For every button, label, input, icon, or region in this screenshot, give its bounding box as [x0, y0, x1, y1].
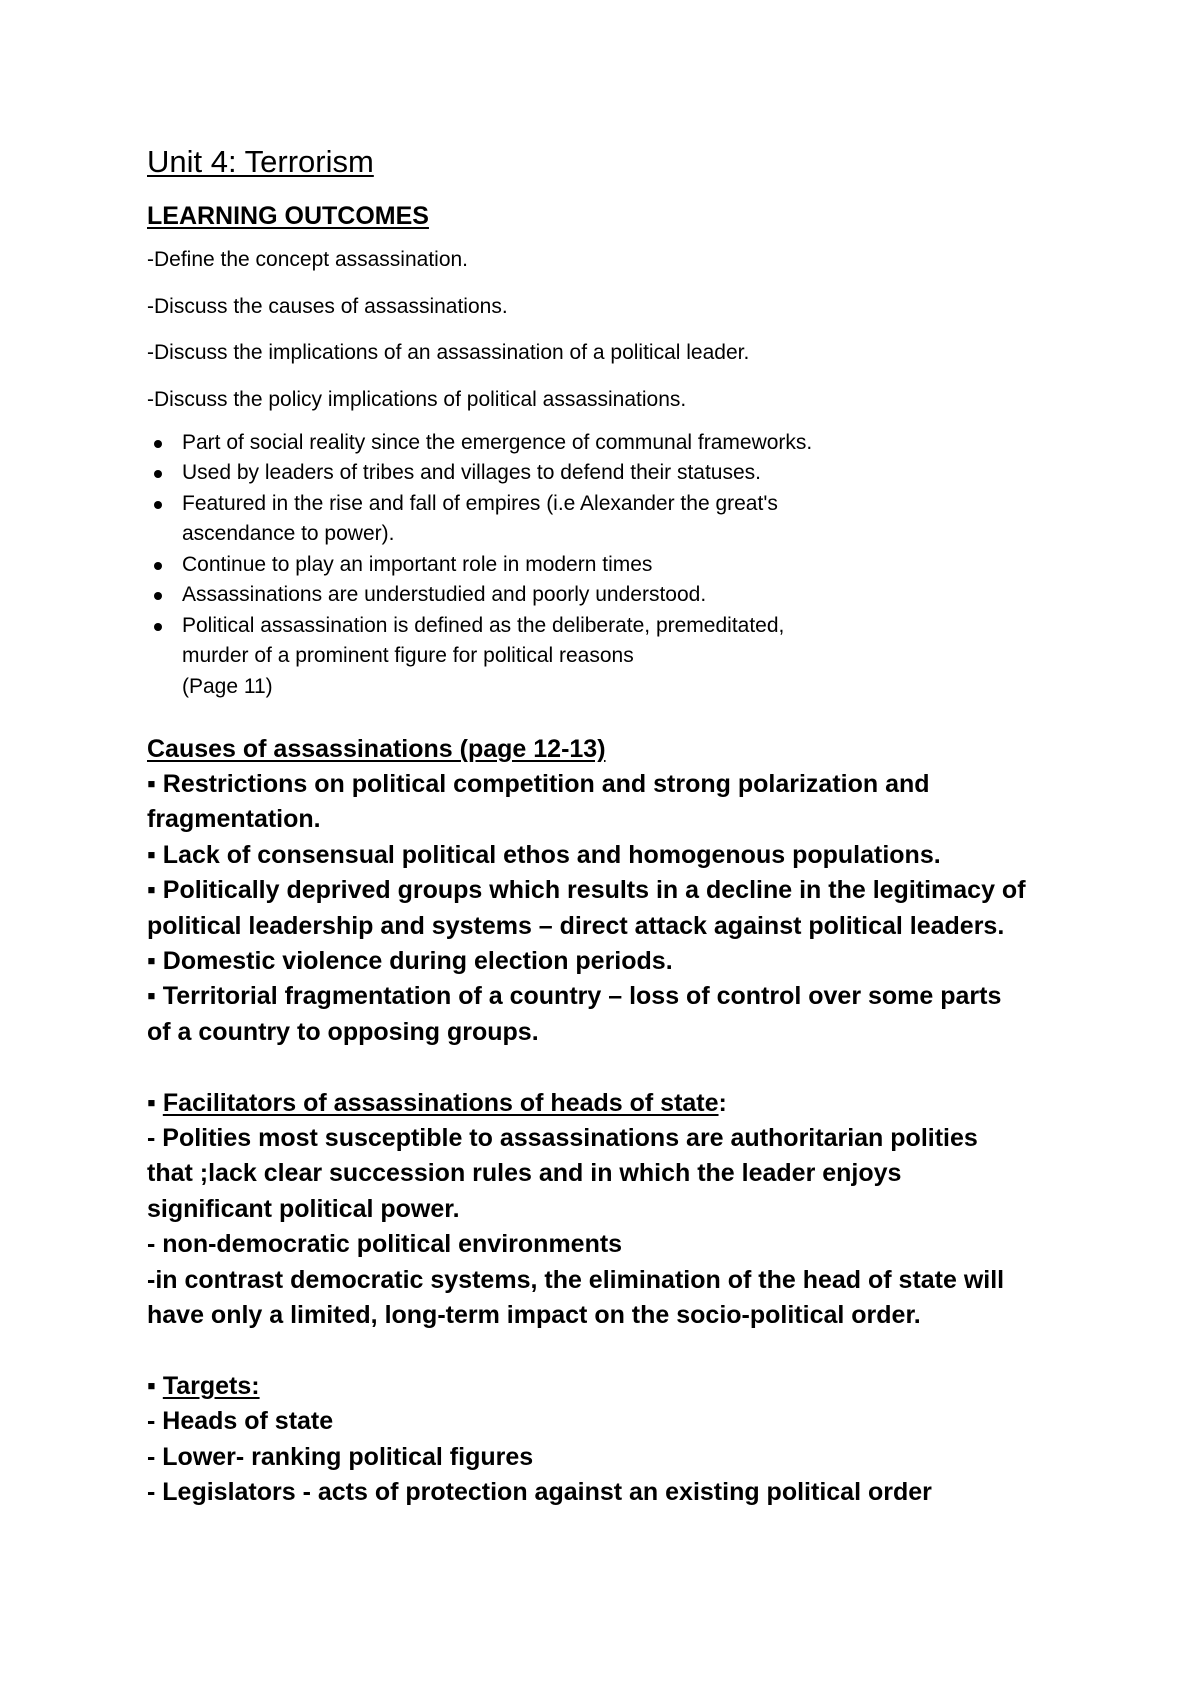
facilitators-line: - non-democratic political environments — [147, 1230, 623, 1259]
blank-line — [147, 1333, 1087, 1368]
causes-line: ▪ Restrictions on political competition and strong polarization and — [147, 770, 930, 798]
targets-line: - Legislators - acts of protection against an existing political order — [147, 1478, 932, 1507]
list-item — [147, 428, 1087, 459]
facilitators-line: that ;lack clear succession rules and in which the leader enjoys — [147, 1159, 902, 1188]
outcome-item: -Discuss the causes of assassinations. — [147, 294, 508, 318]
causes-line: political leadership and systems – direct attack against political leaders. — [147, 911, 1005, 940]
list-item-text: Featured in the rise and fall of empires (i.e Alexander the great's — [182, 491, 778, 515]
targets-line: - Heads of state — [147, 1407, 334, 1436]
targets-bullet: ▪ — [147, 1371, 163, 1400]
targets-line: - Lower- ranking political figures — [147, 1442, 534, 1471]
facilitators-line: have only a limited, long-term impact on the socio-political order. — [147, 1301, 921, 1330]
bullet-dot-icon — [154, 592, 162, 600]
list-item-text: Continue to play an important role in modern times — [182, 552, 653, 576]
facilitators-bullet: ▪ — [147, 1088, 163, 1117]
facilitators-line: - Polities most susceptible to assassinations are authoritarian polities — [147, 1124, 978, 1153]
targets-heading-line — [147, 1369, 1087, 1404]
causes-line: ▪ Politically deprived groups which results in a decline in the legitimacy of — [147, 876, 1026, 905]
list-item-text: (Page 11) — [182, 674, 273, 698]
key-points-list — [147, 428, 1087, 703]
outcome-item: -Define the concept assassination. — [147, 248, 469, 271]
causes-line: of a country to opposing groups. — [147, 1017, 539, 1046]
learning-outcomes-heading: LEARNING OUTCOMES — [147, 202, 429, 230]
causes-line: ▪ Lack of consensual political ethos and homogenous populations. — [147, 840, 941, 869]
list-item-text: Part of social reality since the emergence of communal frameworks. — [182, 430, 813, 454]
facilitators-heading-line — [147, 1086, 1087, 1121]
facilitators-line: -in contrast democratic systems, the elimination of the head of state will — [147, 1265, 1005, 1294]
list-item — [147, 489, 1087, 550]
causes-line: ▪ Territorial fragmentation of a country – loss of control over some parts — [147, 982, 1002, 1011]
outcome-item: -Discuss the policy implications of political assassinations. — [147, 387, 687, 411]
bullet-dot-icon — [154, 470, 162, 478]
list-item — [147, 580, 1087, 611]
list-item — [147, 458, 1087, 489]
list-item-text: Political assassination is defined as the deliberate, premeditated, — [182, 613, 785, 637]
bullet-dot-icon — [154, 623, 162, 631]
facilitators-colon: : — [718, 1088, 727, 1117]
list-item — [147, 611, 1087, 703]
causes-line: ▪ Domestic violence during election periods. — [147, 947, 673, 976]
targets-heading: Targets: — [162, 1371, 260, 1400]
facilitators-heading: Facilitators of assassinations of heads of state — [162, 1088, 719, 1117]
unit-title: Unit 4: Terrorism — [147, 144, 374, 179]
blank-line — [147, 1050, 1087, 1085]
list-item-text: Assassinations are understudied and poorly understood. — [182, 583, 707, 606]
list-item-text: Used by leaders of tribes and villages to defend their statuses. — [182, 461, 761, 484]
list-item-text: murder of a prominent figure for political reasons — [182, 644, 634, 667]
causes-heading: Causes of assassinations (page 12-13) — [147, 735, 606, 763]
document-page — [147, 140, 1087, 1511]
bullet-dot-icon — [154, 440, 162, 448]
facilitators-line: significant political power. — [147, 1194, 460, 1223]
bullet-dot-icon — [154, 501, 162, 509]
bullet-dot-icon — [154, 562, 162, 570]
outcome-item: -Discuss the implications of an assassination of a political leader. — [147, 341, 750, 364]
list-item — [147, 550, 1087, 581]
causes-section — [147, 767, 1087, 1511]
list-item-text: ascendance to power). — [182, 522, 395, 545]
causes-line: fragmentation. — [147, 805, 321, 834]
